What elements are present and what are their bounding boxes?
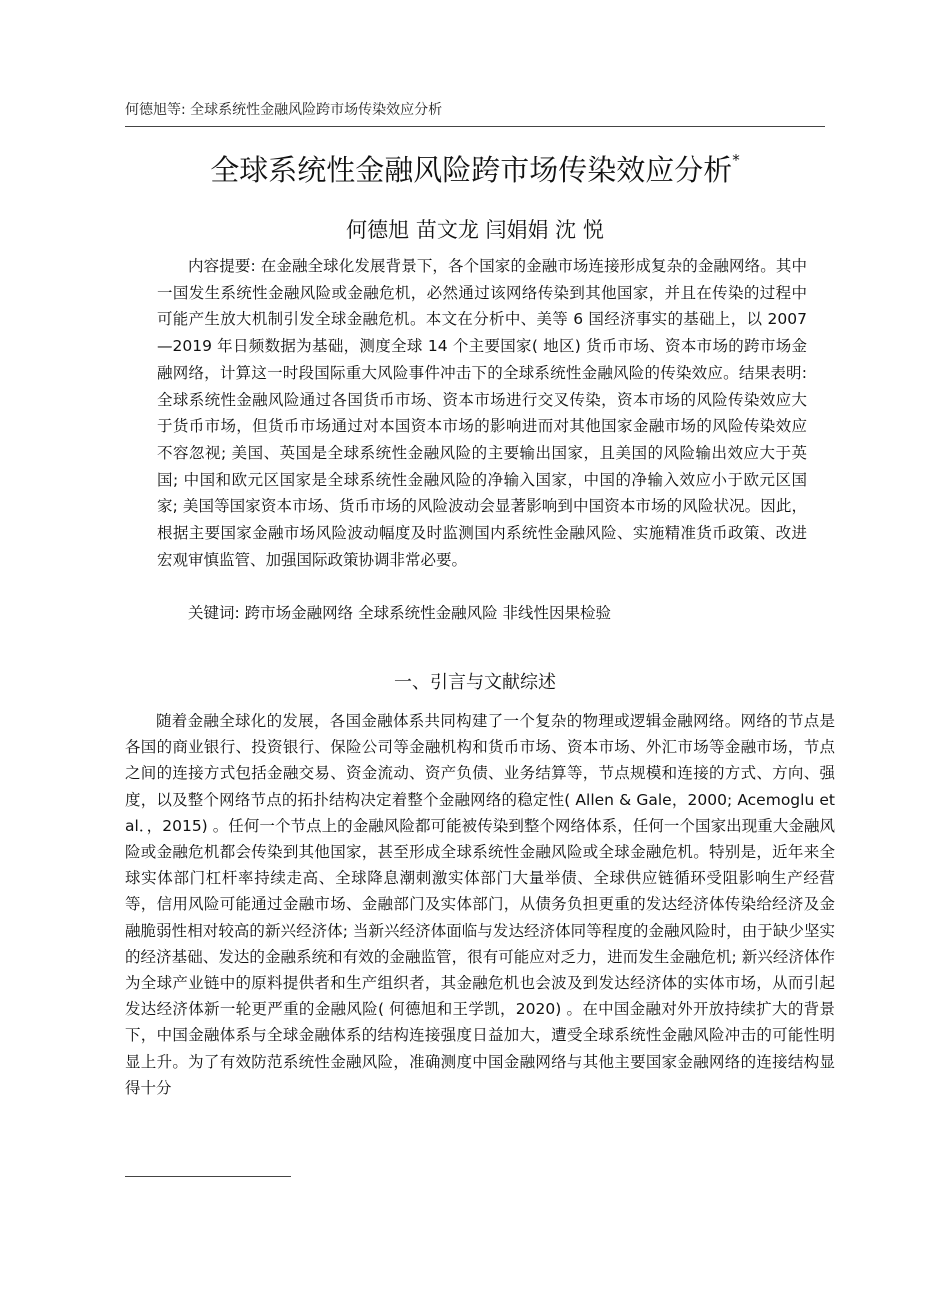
body-paragraph: 随着金融全球化的发展，各国金融体系共同构建了一个复杂的物理或逻辑金融网络。网络的节点是各国的商业银行、投资银行、保险公司等金融机构和货币市场、资本市场、外汇市场等金融市场，节点之间的连接方式包括金融交易、资金流动、资产负债、业务结算等，节点规模和连接的方式、方向、强度，以及整个网络节点的拓扑结构决定着整个金融网络的稳定性( Allen & Gale，2000; Acemoglu et al．，2015) 。任何一个节点上的金融风险都可能被传染到整个网络体系，任何一个国家出现重大金融风险或金融危机都会传染到其他国家，甚至形成全球系统性金融风险或全球金融危机。特别是，近年来全球实体部门杠杆率持续走高、全球降息潮刺激实体部门大量举债、全球供应链循环受阻影响生产经营等，信用风险可能通过金融市场、金融部门及实体部门，从债务负担更重的发达经济体传染给经济及金融脆弱性相对较高的新兴经济体; 当新兴经济体面临与发达经济体同等程度的金融风险时，由于缺少坚实的经济基础、发达的金融系统和有效的金融监管，很有可能应对乏力，进而发生金融危机; 新兴经济体作为全球产业链中的原料提供者和生产组织者，其金融危机也会波及到发达经济体的实体市场，从而引起发达经济体新一轮更严重的金融风险( 何德旭和王学凯，2020) 。在中国金融对外开放持续扩大的背景下，中国金融体系与全球金融体系的结构连接强度日益加大，遭受全球系统性金融风险冲击的可能性明显上升。为了有效防范系统性金融风险，准确测度中国金融网络与其他主要国家金融网络的连接结构显得十分 <box>125 712 835 1097</box>
keywords-text: 跨市场金融网络 全球系统性金融风险 非线性因果检验 <box>244 604 612 622</box>
footnote-divider <box>125 1176 291 1177</box>
abstract-label: 内容提要: <box>188 257 256 275</box>
title-footnote-mark: * <box>732 151 740 170</box>
section-heading: 一、引言与文献综述 <box>394 672 556 693</box>
running-head: 何德旭等: 全球系统性金融风险跨市场传染效应分析 <box>125 102 443 118</box>
author-list: 何德旭 苗文龙 闫娟娟 沈 悦 <box>346 218 604 242</box>
abstract <box>157 253 807 573</box>
paper-title <box>0 148 950 189</box>
keywords-label: 关键词: <box>188 604 240 622</box>
keywords <box>157 600 807 626</box>
title-text: 全球系统性金融风险跨市场传染效应分析 <box>210 153 733 187</box>
header-divider <box>125 126 825 127</box>
abstract-text: 在金融全球化发展背景下，各个国家的金融市场连接形成复杂的金融网络。其中一国发生系统性金融风险或金融危机，必然通过该网络传染到其他国家，并且在传染的过程中可能产生放大机制引发全球金融危机。本文在分析中、美等 6 国经济事实的基础上，以 2007—2019 年日频数据为基础，测度全球 14 个主要国家( 地区) 货币市场、资本市场的跨市场金融网络，计算这一时段国际重大风险事件冲击下的全球系统性金融风险的传染效应。结果表明: 全球系统性金融风险通过各国货币市场、资本市场进行交叉传染，资本市场的风险传染效应大于货币市场，但货币市场通过对本国资本市场的影响进而对其他国家金融市场的风险传染效应不容忽视; 美国、英国是全球系统性金融风险的主要输出国家，且美国的风险输出效应大于英国; 中国和欧元区国家是全球系统性金融风险的净输入国家，中国的净输入效应小于欧元区国家; 美国等国家资本市场、货币市场的风险波动会显著影响到中国资本市场的风险状况。因此，根据主要国家金融市场风险波动幅度及时监测国内系统性金融风险、实施精准货币政策、改进宏观审慎监管、加强国际政策协调非常必要。 <box>157 257 807 569</box>
